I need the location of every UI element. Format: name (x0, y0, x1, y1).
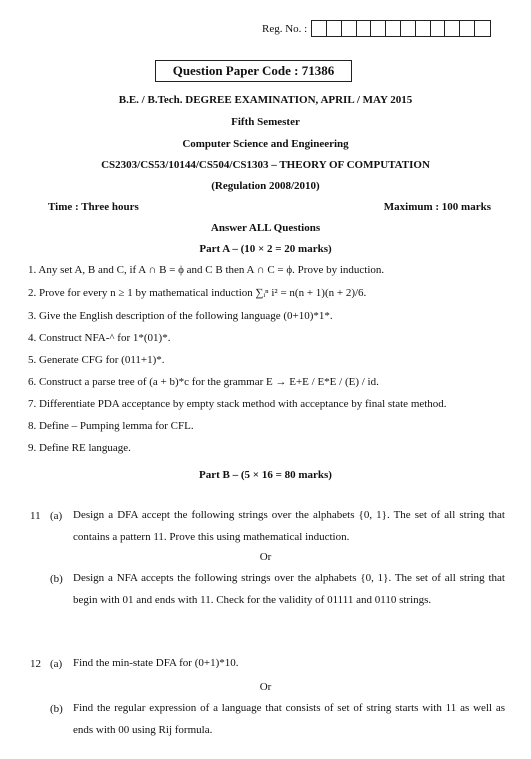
question-paper-code: Question Paper Code : 71386 (155, 60, 352, 82)
reg-digit-box (416, 21, 431, 36)
question-12b-label: (b) (50, 703, 63, 715)
department: Computer Science and Engineering (182, 138, 349, 150)
reg-digit-box (475, 21, 490, 36)
maximum-marks: Maximum : 100 marks (383, 201, 491, 213)
time-allowed: Time : Three hours (48, 201, 139, 213)
reg-digit-box (312, 21, 327, 36)
or-separator-11: Or (259, 551, 272, 563)
question-11b-label: (b) (50, 573, 63, 585)
reg-digit-box (401, 21, 416, 36)
question-2: 2. Prove for every n ≥ 1 by mathematical induction ∑ᵢⁿ i² = n(n + 1)(n + 2)/6. (28, 287, 367, 299)
question-12b-text: Find the regular expression of a language that consists of set of string starts with 11 as well as ends with 00 using Rij formula. (73, 702, 505, 736)
question-4: 4. Construct NFA-^ for 1*(01)*. (28, 332, 171, 344)
reg-digit-box (327, 21, 342, 36)
reg-digit-box (460, 21, 475, 36)
regulation: (Regulation 2008/2010) (211, 180, 320, 192)
question-9: 9. Define RE language. (28, 442, 131, 454)
reg-number-boxes (311, 20, 491, 37)
question-11-number: 11 (30, 510, 41, 522)
question-3: 3. Give the English description of the following language (0+10)*1*. (28, 310, 333, 322)
question-12a-text: Find the min-state DFA for (0+1)*10. (73, 657, 239, 669)
reg-digit-box (357, 21, 372, 36)
reg-number (262, 20, 491, 37)
question-6: 6. Construct a parse tree of (a + b)*c for the grammar E → E+E / E*E / (E) / id. (28, 376, 379, 388)
part-b-heading: Part B – (5 × 16 = 80 marks) (199, 469, 332, 481)
reg-digit-box (371, 21, 386, 36)
question-11a-label: (a) (50, 510, 63, 522)
reg-digit-box (445, 21, 460, 36)
question-12a-label: (a) (50, 658, 63, 670)
reg-digit-box (386, 21, 401, 36)
question-11b-text: Design a NFA accepts the following strings over the alphabets {0, 1}. The set of all string that begin with 01 and ends with 11. Check for the validity of 01111 and 0110 strings. (73, 572, 505, 606)
exam-title: B.E. / B.Tech. DEGREE EXAMINATION, APRIL / MAY 2015 (118, 94, 413, 106)
reg-label: Reg. No. : (262, 22, 308, 35)
question-7: 7. Differentiate PDA acceptance by empty stack method with acceptance by final state method. (28, 398, 447, 410)
question-8: 8. Define – Pumping lemma for CFL. (28, 420, 194, 432)
semester: Fifth Semester (231, 116, 300, 128)
reg-digit-box (431, 21, 446, 36)
question-11a-text: Design a DFA accept the following strings over the alphabets {0, 1}. The set of all string that contains a pattern 11. Prove this using mathematical induction. (73, 509, 505, 543)
question-5: 5. Generate CFG for (011+1)*. (28, 354, 165, 366)
subject: CS2303/CS53/10144/CS504/CS1303 – THEORY OF COMPUTATION (101, 159, 430, 171)
or-separator-12: Or (259, 681, 272, 693)
instruction: Answer ALL Questions (210, 222, 321, 234)
reg-digit-box (342, 21, 357, 36)
part-a-heading: Part A – (10 × 2 = 20 marks) (199, 243, 332, 255)
question-1: 1. Any set A, B and C, if A ∩ B = ϕ and C B then A ∩ C = ϕ. Prove by induction. (28, 264, 385, 276)
question-12-number: 12 (30, 658, 41, 670)
